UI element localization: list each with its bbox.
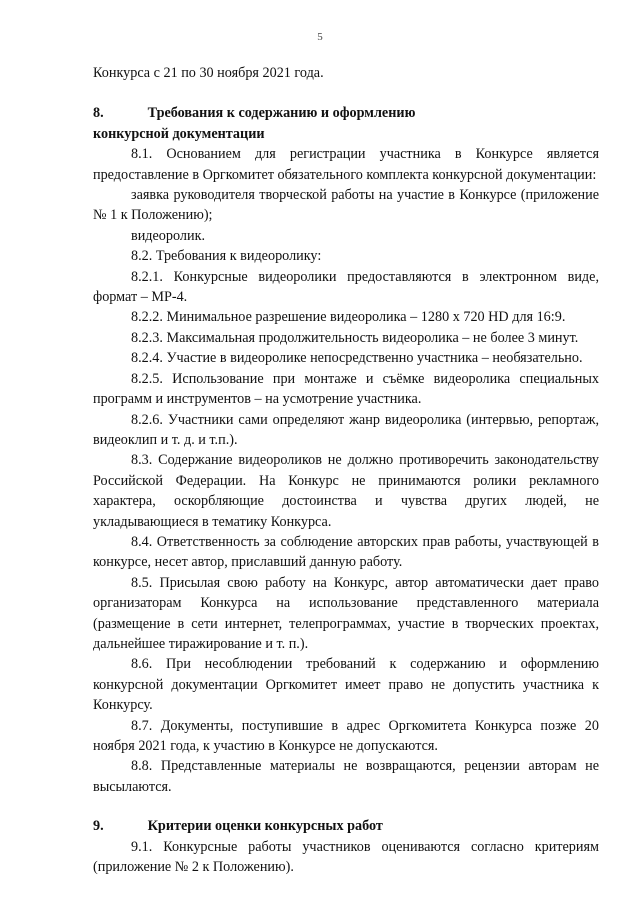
page-number: 5	[317, 31, 323, 43]
section-9-title: Критерии оценки конкурсных работ	[147, 818, 383, 835]
document-body	[93, 63, 599, 877]
paragraph-8-2-5: 8.2.5. Использование при монтаже и съёмке видеоролика специальных программ и инструментов – на усмотрение участника.	[93, 370, 599, 408]
paragraph-8-7: 8.7. Документы, поступившие в адрес Оргкомитета Конкурса позже 20 ноября 2021 года, к участию в Конкурсе не допускаются.	[93, 717, 599, 754]
paragraph-8-2-4: 8.2.4. Участие в видеоролике непосредственно участника – необязательно.	[131, 350, 583, 367]
paragraph-8-5: 8.5. Присылая свою работу на Конкурс, автор автоматически дает право организаторам Конкурса на использование представленного материала (размещение в сети интернет, телепрограммах, участие в творческих проектах, дальнейшее тиражирование и т. п.).	[93, 574, 599, 652]
section-8-title-line2: конкурсной документации	[93, 125, 265, 142]
paragraph-8-1: 8.1. Основанием для регистрации участника в Конкурсе является предоставление в Оргкомитет обязательного комплекта конкурсной документации:	[93, 146, 599, 183]
paragraph-8-2: 8.2. Требования к видеоролику:	[131, 248, 322, 265]
paragraph-8-8: 8.8. Представленные материалы не возвращаются, рецензии авторам не высылаются.	[93, 758, 599, 795]
paragraph-8-2-6: 8.2.6. Участники сами определяют жанр видеоролика (интервью, репортаж, видеоклип и т. д. и т.п.).	[93, 411, 599, 448]
paragraph-8-3: 8.3. Содержание видеороликов не должно противоречить законодательству Российской Федерации. На Конкурс не принимаются ролики рекламного характера, оскорбляющие достоинства и чувства других людей, не укладывающиеся в тематику Конкурса.	[93, 452, 599, 530]
section-8-number: 8.	[93, 105, 104, 122]
paragraph-9-1: 9.1. Конкурсные работы участников оцениваются согласно критериям (приложение № 2 к Положению).	[93, 838, 599, 876]
intro-line: Конкурса с 21 по 30 ноября 2021 года.	[93, 65, 324, 81]
paragraph-8-2-1: 8.2.1. Конкурсные видеоролики предоставляются в электронном виде, формат – МР-4.	[93, 268, 599, 306]
section-9-number: 9.	[93, 818, 104, 835]
paragraph-8-6: 8.6. При несоблюдении требований к содержанию и оформлению конкурсной документации Оргкомитет имеет право не допустить участника к Конкурсу.	[93, 656, 599, 714]
paragraph-video: видеоролик.	[131, 227, 206, 244]
section-8-heading	[93, 103, 599, 123]
section-8-title-line1: Требования к содержанию и оформлению	[147, 105, 416, 122]
paragraph-8-2-3: 8.2.3. Максимальная продолжительность видеоролика – не более 3 минут.	[131, 329, 579, 346]
paragraph-8-4: 8.4. Ответственность за соблюдение авторских прав работы, участвующей в конкурсе, несет автор, приславший данную работу.	[93, 533, 599, 571]
paragraph-application-form: заявка руководителя творческой работы на участие в Конкурсе (приложение № 1 к Положению);	[93, 187, 599, 224]
section-9-heading	[93, 816, 599, 836]
paragraph-8-2-2: 8.2.2. Минимальное разрешение видеоролика – 1280 x 720 HD для 16:9.	[131, 309, 566, 326]
